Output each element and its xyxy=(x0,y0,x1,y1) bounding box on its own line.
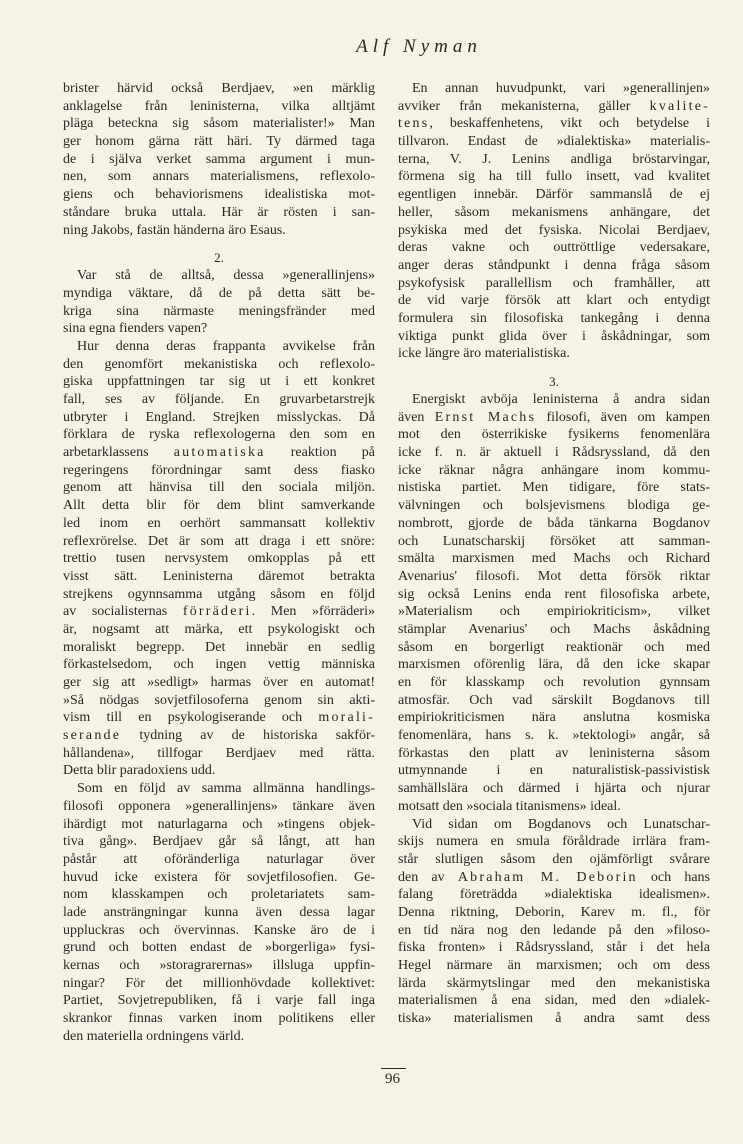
text-line: utmynnande i en naturalistisk-passivistisk xyxy=(398,763,710,779)
text-line: Energiskt avböja leninisterna å andra sidan xyxy=(412,392,710,407)
text-line: filosofi opponera »generallinjens» tänkare även xyxy=(63,798,375,814)
text-line: skrankor finnas varken inom politikens eller xyxy=(63,1011,375,1027)
text-line: materialismen å ena sidan, med den »dialek- xyxy=(398,993,710,1009)
text-line: fall, ses av följande. En gruvarbetarstrejk xyxy=(63,392,375,407)
text-line: psykiska med det fysiska. Nicolai Berdjaev, xyxy=(398,222,710,238)
text-line: formulera sin filosofiska tankegång i denna xyxy=(398,310,710,326)
text-line: visst sätt. Leninisterna däremot betrakta xyxy=(63,568,375,584)
text-line: led inom en oerhört sammansatt kollektiv xyxy=(63,515,375,531)
paragraph xyxy=(63,780,375,1045)
paragraph xyxy=(398,391,710,816)
text-line: »Materialism och empiriokriticism», vilket xyxy=(398,604,710,620)
text-line: påstår att oföränderliga naturlagar över xyxy=(63,851,375,867)
text-segment: den av xyxy=(398,869,458,885)
text-line: förklara de ryska reflexologerna den som en xyxy=(63,427,375,443)
section-number: 2. xyxy=(214,250,224,266)
spaced-emphasis: Abraham M. Deborin xyxy=(457,869,638,885)
text-segment: . Men »förräderi» xyxy=(251,604,375,620)
text-line: de i själva verket samma argument i mun- xyxy=(63,151,375,167)
text-line: är, nogsamt att märka, ett psykologiskt och xyxy=(63,621,375,637)
text-line: ningar? För det millionhövdade kollektivet: xyxy=(63,975,375,991)
text-line: den materiella ordningens värld. xyxy=(63,1028,245,1044)
spaced-emphasis: automatiska xyxy=(173,445,266,461)
running-header: Alf Nyman xyxy=(356,36,482,57)
text-line: strejkens ogynnsamma utgång såsom en följd xyxy=(63,586,375,602)
text-line: kriga sina närmaste meningsfränder med xyxy=(63,303,375,319)
text-line: uppluckras och övervinnas. Kanske äro de i xyxy=(63,922,375,938)
text-line: terna, V. J. Lenins andliga bröstarvingar, xyxy=(398,151,710,167)
text-segment: arbetarklassens xyxy=(63,445,174,461)
text-line: Hegel närmare än marxismen; och om dess xyxy=(398,958,710,973)
text-line: lärda skärmytslingar med den mekanistiska xyxy=(398,975,710,991)
paragraph xyxy=(398,816,710,1028)
text-line: Hur denna deras frappanta avvikelse från xyxy=(77,338,375,354)
text-line: pläga beteckna sig såsom materialister!» Man xyxy=(63,116,375,132)
text-line: icke räknar några anhängare inom kommu- xyxy=(398,462,710,478)
text-line: tillvaron. Endast de »dialektiska» materialis- xyxy=(398,134,710,150)
text-line: Vid sidan om Bogdanovs och Lunatschar- xyxy=(412,816,710,832)
text-line: moraliskt begrepp. Det innebär en sedlig xyxy=(63,639,375,655)
text-line: förmena sig ha till fullo insett, vad kvalitet xyxy=(398,169,710,185)
text-line: nom klasskampen och proletariatets sam- xyxy=(63,887,375,903)
text-line: ger sig att »sedligt» harmas över en automat! xyxy=(63,675,375,690)
text-line: giska uppfattningen tar sig ut i ett konkret xyxy=(63,374,375,390)
text-line: grund och botten endast de »borgerliga» fysi- xyxy=(63,940,375,956)
text-line: stämplar Avenarius' och Machs åskådning xyxy=(398,621,710,637)
text-line: mot den österrikiske fysikerns fenomenlära xyxy=(398,427,710,443)
section-number: 3. xyxy=(549,374,559,389)
text-line: deras vakne och outtröttlige vedersakare, xyxy=(398,240,710,256)
text-line: falang företrädda »dialektiska idealismen». xyxy=(398,887,710,903)
text-line: trettio tusen nervsystem omkopplas på ett xyxy=(63,551,375,567)
text-line xyxy=(63,603,375,621)
text-line: utbryter i England. Strejken misslyckas. Då xyxy=(63,409,375,425)
text-line: förkastelsedom, och ingen vettig människa xyxy=(63,657,375,673)
text-line: såsom en borgerligt reaktionär och med xyxy=(398,639,710,655)
text-line: en tid nära nog den ledande på den »filoso- xyxy=(398,922,710,938)
text-segment: , beskaffenhetens, vikt och betydelse i xyxy=(429,116,710,132)
text-line: giens och behaviorismens idealistiska mot- xyxy=(63,187,375,203)
spaced-emphasis: morali- xyxy=(318,710,375,726)
text-line: nen, som annars materialismens, reflexolo- xyxy=(63,169,375,185)
page-number: 96 xyxy=(381,1068,406,1088)
text-line: genom att hänvisa till den sociala miljön. xyxy=(63,480,375,496)
text-line: brister härvid också Berdjaev, »en märklig xyxy=(63,81,375,96)
text-line: ning Jakobs, fastän händerna äro Esaus. xyxy=(63,222,286,238)
text-line: icke f. n. är aktuell i Rådsryssland, då den xyxy=(398,445,710,461)
text-line xyxy=(63,709,375,727)
text-line: hållandena», tillfogar Berdjaev med rätta. xyxy=(63,745,375,761)
text-line: de vid varje försök att klart och entydigt xyxy=(398,293,710,309)
text-line: myndiga väktare, då de på detta sätt be- xyxy=(63,285,375,301)
text-line xyxy=(398,409,710,427)
text-line xyxy=(398,115,710,133)
text-line: Avenarius' filosofi. Mot detta försök riktar xyxy=(398,568,710,584)
text-line: heller, såsom mekanismens anhängare, det xyxy=(398,204,710,220)
text-line: egentligen innebär. Därför sammanslå de ej xyxy=(398,187,710,203)
text-line: tiva gång». Berdjaev går så långt, att han xyxy=(63,834,375,850)
text-line xyxy=(63,727,375,745)
text-line: den genomfört mekanistiska och reflexolo- xyxy=(63,356,375,372)
text-line: lade ansträngningar kunna även dessa lagar xyxy=(63,904,375,920)
text-line: marxismen oförenlig lära, då den icke skapar xyxy=(398,657,710,673)
text-line: fiska fronten» i Rådsryssland, står i det hela xyxy=(398,940,710,956)
text-line: regeringens förordningar samt dess fiasko xyxy=(63,462,375,478)
text-line: smälta marxismen med Machs och Richard xyxy=(398,551,710,567)
text-line: förkastas den platt av leninisterna såsom xyxy=(398,745,710,761)
paragraph xyxy=(63,338,375,780)
text-segment: även xyxy=(398,409,435,425)
text-line: Allt detta blir för dem blint samverkande xyxy=(63,498,375,514)
text-line: empiriokriticismen nära anslutna kosmiska xyxy=(398,710,710,726)
text-line: Som en följd av samma allmänna handlings- xyxy=(77,781,375,797)
text-line: nombrott, gjorde de båda tänkarna Bogdanov xyxy=(398,515,710,531)
text-line: icke längre äro materialistiska. xyxy=(398,346,570,362)
spaced-emphasis: kvalite- xyxy=(649,98,710,114)
paragraph xyxy=(398,80,710,363)
text-line: motsatt den »sociala titanismens» ideal. xyxy=(398,798,621,814)
text-line: sig också Lenins enda rent filosofiska arbete, xyxy=(398,586,710,602)
text-segment: och hans xyxy=(637,869,710,885)
text-line: anklagelse från leninisterna, vilka alltjämt xyxy=(63,98,375,114)
text-line: Var stå de alltså, dessa »generallinjens» xyxy=(77,268,375,284)
spaced-emphasis: förräderi xyxy=(182,604,252,620)
text-line: viktiga punkt glida över i åskådningar, som xyxy=(398,328,710,344)
text-line: reflexrörelse. Det är som att draga i ett snöre: xyxy=(63,533,375,549)
text-line: fenomenlära, hans s. k. »tektologi» angår, så xyxy=(398,728,710,744)
left-column xyxy=(63,80,375,1045)
text-line: välvningen och bolsjevismens blodiga ge- xyxy=(398,498,710,514)
text-line: »Så nödgas sovjetfilosoferna genom sin akti- xyxy=(63,692,375,708)
text-line: och Lunatscharskij försöket att samman- xyxy=(398,533,710,549)
text-line: tiska» materialismen å andra samt dess xyxy=(398,1011,710,1027)
text-line: kernas och »storagrarernas» illsluga uppfin- xyxy=(63,958,375,973)
text-segment: filosofi, även om kampen xyxy=(536,409,711,425)
right-column xyxy=(398,80,710,1028)
spaced-emphasis: Ernst Machs xyxy=(434,409,537,425)
text-line: atmosfär. Och vad särskilt Bogdanovs till xyxy=(398,692,710,708)
text-line: anger deras ståndpunkt i denna fråga såsom xyxy=(398,257,710,273)
text-line xyxy=(63,444,375,462)
text-line: huvud icke existera för sovjetfilosofien. Ge- xyxy=(63,869,375,885)
text-line: ihärdigt mot naturlagarna och »tingens objek- xyxy=(63,816,375,832)
spaced-emphasis: tens xyxy=(398,116,430,132)
spaced-emphasis: serande xyxy=(63,728,122,744)
text-line: en för klasskamp och revolution gynnsam xyxy=(398,675,710,690)
text-line: ståndare bruka uttala. Här är rösten i san- xyxy=(63,204,375,220)
text-line xyxy=(398,869,710,887)
paragraph xyxy=(63,80,375,239)
text-line: Partiet, Sovjetrepubliken, få i varje fall inga xyxy=(63,993,375,1009)
text-line: står slutligen såsom den ojämförligt svårare xyxy=(398,851,710,867)
text-line: Detta blir paradoxiens udd. xyxy=(63,763,216,779)
text-line: Denna riktning, Deborin, Karev m. fl., för xyxy=(398,904,710,920)
paragraph xyxy=(63,267,375,338)
text-segment: av socialisternas xyxy=(63,604,183,620)
text-segment: avviker från mekanisterna, gäller xyxy=(398,98,650,114)
text-line xyxy=(398,98,710,116)
text-line: skijs numera en smula föråldrade irrlära fram- xyxy=(398,834,710,850)
text-line: sina egna fienders vapen? xyxy=(63,321,208,337)
text-line: En annan huvudpunkt, vari »generallinjen» xyxy=(412,81,710,96)
text-line: ger honom gärna rätt häri. Ty därmed taga xyxy=(63,134,375,150)
text-segment: tydning av de historiska sakför- xyxy=(121,728,375,744)
text-segment: vism till en psykologiserande och xyxy=(63,710,319,726)
text-line: psykofysisk parallellism och framhåller, att xyxy=(398,275,710,291)
text-line: nistiska partiet. Men tidigare, före stats- xyxy=(398,480,710,496)
text-line: samhällslära och därmed i hjärta och njurar xyxy=(398,781,710,797)
text-segment: reaktion på xyxy=(265,445,375,461)
